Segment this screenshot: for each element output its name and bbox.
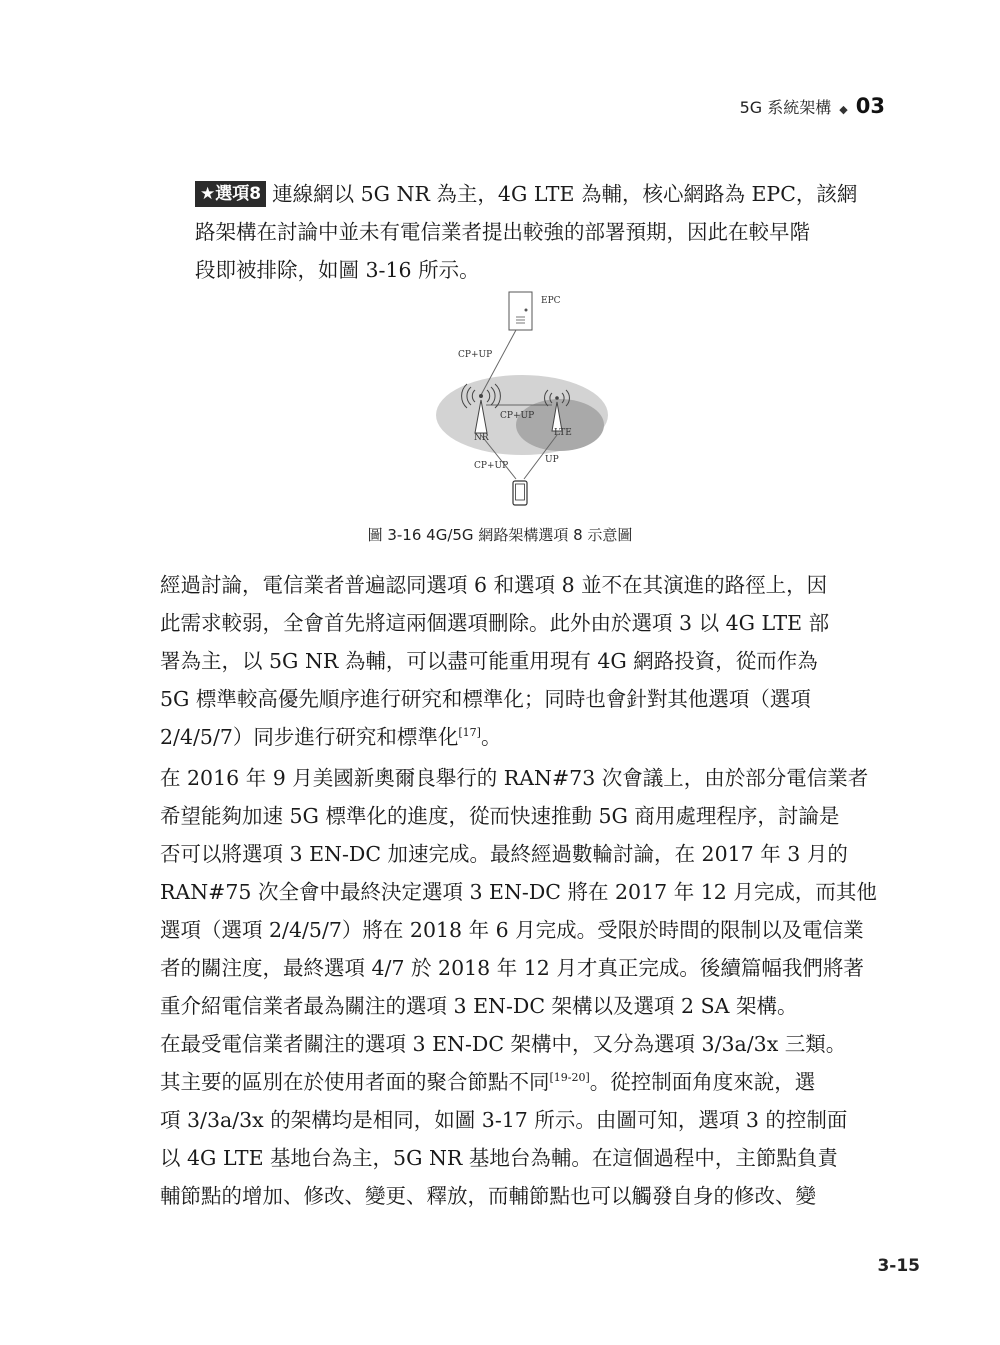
citation-ref: [19-20] xyxy=(549,1071,590,1085)
paragraph-line: 重介紹電信業者最為關注的選項 3 EN-DC 架構以及選項 2 SA 架構。 xyxy=(160,994,798,1018)
section-title: 5G 系統架構 xyxy=(739,98,832,117)
paragraph-line: 5G 標準較高優先順序進行研究和標準化；同時也會針對其他選項（選項 xyxy=(160,687,811,711)
option8-line: 路架構在討論中並未有電信業者提出較強的部署預期，因此在較早階 xyxy=(195,220,810,244)
chapter-number: 03 xyxy=(855,94,885,118)
paragraph-line: 希望能夠加速 5G 標準化的進度，從而快速推動 5G 商用處理程序，討論是 xyxy=(160,804,840,828)
paragraph-line: 2/4/5/7）同步進行研究和標準化[17]。 xyxy=(160,725,502,749)
paragraph-line: 在最受電信業者關注的選項 3 EN-DC 架構中，又分為選項 3/3a/3x 三類。 xyxy=(160,1032,847,1056)
paragraph-line: 署為主，以 5G NR 為輔，可以盡可能重用現有 4G 網路投資，從而作為 xyxy=(160,649,818,673)
citation-ref: [17] xyxy=(458,726,481,740)
nr-label: NR xyxy=(474,433,489,443)
option8-line: 段即被排除，如圖 3-16 所示。 xyxy=(195,258,480,282)
paragraph-line: 此需求較弱，全會首先將這兩個選項刪除。此外由於選項 3 以 4G LTE 部 xyxy=(160,611,830,635)
epc-label: EPC xyxy=(541,296,561,306)
cp-up-label-xn: CP+UP xyxy=(500,411,535,421)
epc-server-icon xyxy=(509,292,532,330)
option8-tag: ★選項8 xyxy=(195,181,266,207)
paragraph-line: 選項（選項 2/4/5/7）將在 2018 年 6 月完成。受限於時間的限制以及電信業 xyxy=(160,918,864,942)
paragraph-1 xyxy=(160,566,885,756)
paragraph-line: 輔節點的增加、修改、變更、釋放，而輔節點也可以觸發自身的修改、變 xyxy=(160,1184,816,1208)
paragraph-line: 以 4G LTE 基地台為主，5G NR 基地台為輔。在這個過程中，主節點負責 xyxy=(160,1146,838,1170)
architecture-diagram xyxy=(430,285,620,510)
paragraph-3 xyxy=(160,1025,885,1215)
page-number: 3-15 xyxy=(877,1256,920,1276)
up-label-ue: UP xyxy=(545,455,559,465)
running-header xyxy=(740,94,885,118)
cp-up-label-ue: CP+UP xyxy=(474,461,509,471)
figure-caption: 圖 3-16 4G/5G 網路架構選項 8 示意圖 xyxy=(367,526,633,544)
lte-label: LTE xyxy=(554,428,572,438)
option8-paragraph xyxy=(195,175,885,289)
paragraph-2 xyxy=(160,759,885,1025)
paragraph-line: 經過討論，電信業者普遍認同選項 6 和選項 8 並不在其演進的路徑上，因 xyxy=(160,573,828,597)
option8-line: ★選項8 連線網以 5G NR 為主，4G LTE 為輔，核心網路為 EPC，該網 xyxy=(195,175,885,213)
diamond-icon: ◆ xyxy=(839,103,848,116)
paragraph-line: 項 3/3a/3x 的架構均是相同，如圖 3-17 所示。由圖可知，選項 3 的控制面 xyxy=(160,1108,848,1132)
paragraph-line: 者的關注度，最終選項 4/7 於 2018 年 12 月才真正完成。後續篇幅我們將著 xyxy=(160,956,864,980)
cp-up-label-epc: CP+UP xyxy=(458,350,493,360)
paragraph-line: 否可以將選項 3 EN-DC 加速完成。最終經過數輪討論，在 2017 年 3 月的 xyxy=(160,842,848,866)
paragraph-line: RAN#75 次全會中最終決定選項 3 EN-DC 將在 2017 年 12 月完成，而其他 xyxy=(160,880,877,904)
paragraph-line: 在 2016 年 9 月美國新奧爾良舉行的 RAN#73 次會議上，由於部分電信業者 xyxy=(160,766,869,790)
phone-icon xyxy=(513,481,527,505)
paragraph-line: 其主要的區別在於使用者面的聚合節點不同[19-20]。從控制面角度來說，選 xyxy=(160,1070,816,1094)
